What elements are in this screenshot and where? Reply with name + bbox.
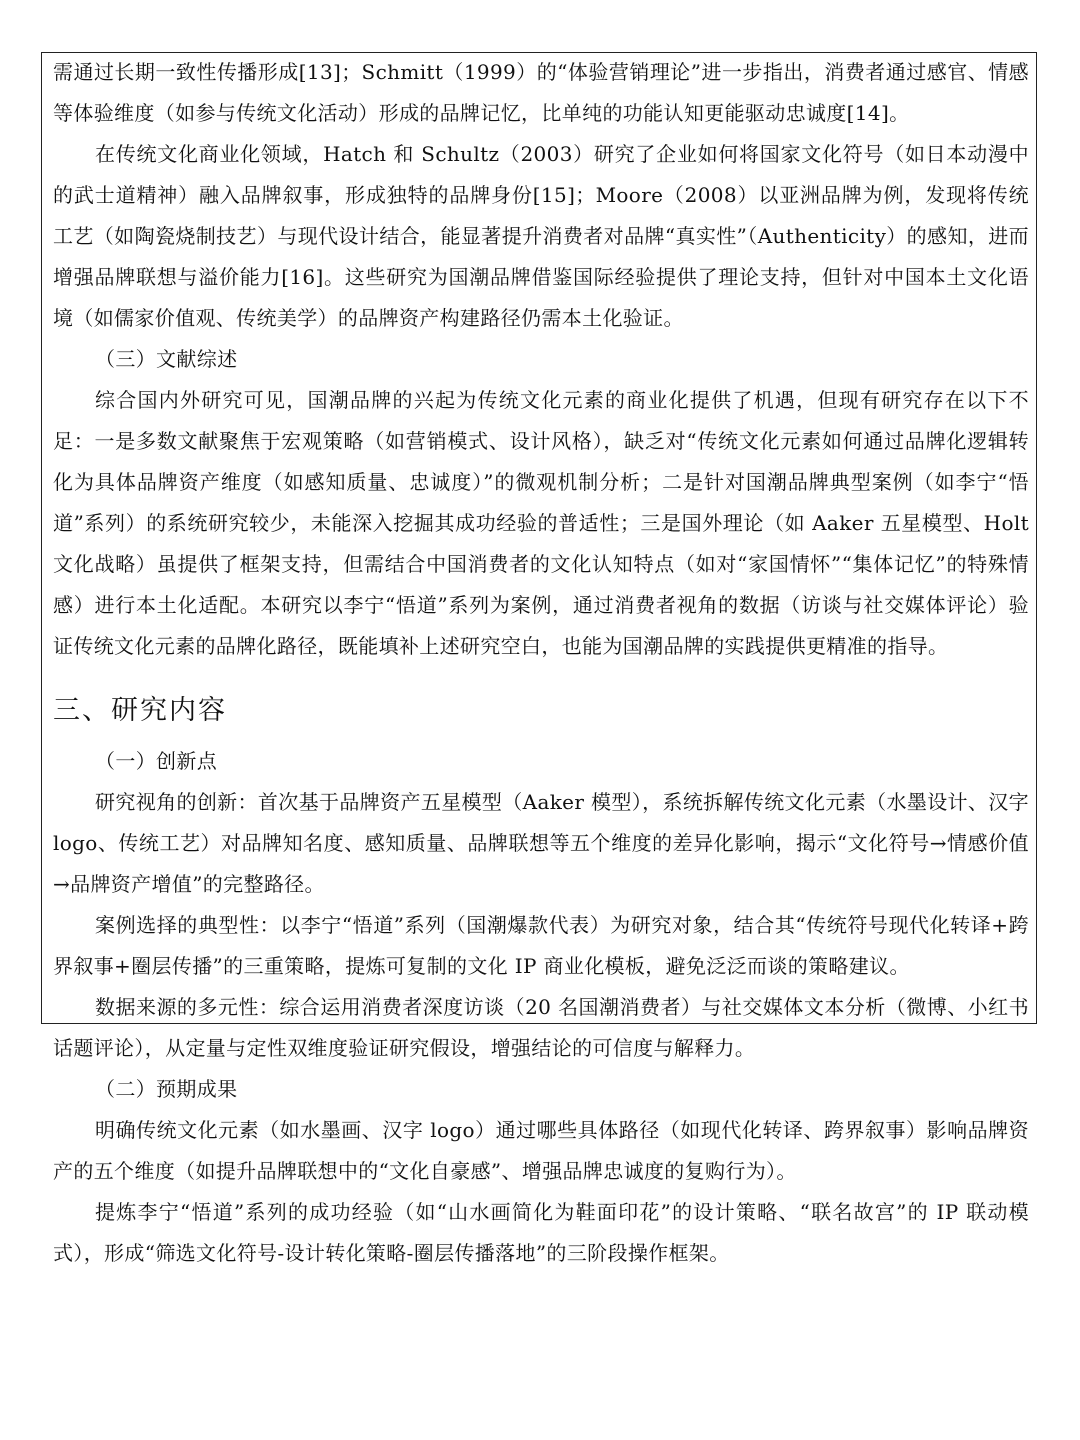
subsection-heading-innovation: （一）创新点 — [95, 749, 218, 773]
body-paragraph: 数据来源的多元性：综合运用消费者深度访谈（20 名国潮消费者）与社交媒体文本分析（微博、小红书话题评论），从定量与定性双维度验证研究假设，增强结论的可信度与解释力。 — [53, 995, 1029, 1060]
body-paragraph: 明确传统文化元素（如水墨画、汉字 logo）通过哪些具体路径（如现代化转译、跨界叙事）影响品牌资产的五个维度（如提升品牌联想中的“文化自豪感”、增强品牌忠诚度的复购行为）。 — [53, 1118, 1029, 1183]
document-body — [53, 52, 1029, 1274]
body-paragraph: 综合国内外研究可见，国潮品牌的兴起为传统文化元素的商业化提供了机遇，但现有研究存在以下不足：一是多数文献聚焦于宏观策略（如营销模式、设计风格），缺乏对“传统文化元素如何通过品牌化逻辑转化为具体品牌资产维度（如感知质量、忠诚度）”的微观机制分析；二是针对国潮品牌典型案例（如李宁“悟道”系列）的系统研究较少，未能深入挖掘其成功经验的普适性；三是国外理论（如 Aaker 五星模型、Holt 文化战略）虽提供了框架支持，但需结合中国消费者的文化认知特点（如对“家国情怀”“集体记忆”的特殊情感）进行本土化适配。本研究以李宁“悟道”系列为案例，通过消费者视角的数据（访谈与社交媒体评论）验证传统文化元素的品牌化路径，既能填补上述研究空白，也能为国潮品牌的实践提供更精准的指导。 — [53, 388, 1029, 658]
body-paragraph: 提炼李宁“悟道”系列的成功经验（如“山水画简化为鞋面印花”的设计策略、“联名故宫”的 IP 联动模式），形成“筛选文化符号-设计转化策略-圈层传播落地”的三阶段操作框架。 — [53, 1200, 1029, 1265]
subsection-heading-literature-review: （三）文献综述 — [95, 347, 238, 371]
body-paragraph: 研究视角的创新：首次基于品牌资产五星模型（Aaker 模型），系统拆解传统文化元素（水墨设计、汉字 logo、传统工艺）对品牌知名度、感知质量、品牌联想等五个维度的差异化影响，揭示“文化符号→情感价值→品牌资产增值”的完整路径。 — [53, 790, 1029, 896]
section-title-research-content: 三、研究内容 — [53, 695, 227, 726]
body-paragraph: 案例选择的典型性：以李宁“悟道”系列（国潮爆款代表）为研究对象，结合其“传统符号现代化转译+跨界叙事+圈层传播”的三重策略，提炼可复制的文化 IP 商业化模板，避免泛泛而谈的策略建议。 — [53, 913, 1029, 978]
body-paragraph: 需通过长期一致性传播形成[13]；Schmitt（1999）的“体验营销理论”进一步指出，消费者通过感官、情感等体验维度（如参与传统文化活动）形成的品牌记忆，比单纯的功能认知更能驱动忠诚度[14]。 — [53, 60, 1029, 125]
body-paragraph: 在传统文化商业化领域，Hatch 和 Schultz（2003）研究了企业如何将国家文化符号（如日本动漫中的武士道精神）融入品牌叙事，形成独特的品牌身份[15]；Moore（2008）以亚洲品牌为例，发现将传统工艺（如陶瓷烧制技艺）与现代设计结合，能显著提升消费者对品牌“真实性”（Authenticity）的感知，进而增强品牌联想与溢价能力[16]。这些研究为国潮品牌借鉴国际经验提供了理论支持，但针对中国本土文化语境（如儒家价值观、传统美学）的品牌资产构建路径仍需本土化验证。 — [53, 142, 1029, 330]
subsection-heading-expected-results: （二）预期成果 — [95, 1077, 238, 1101]
